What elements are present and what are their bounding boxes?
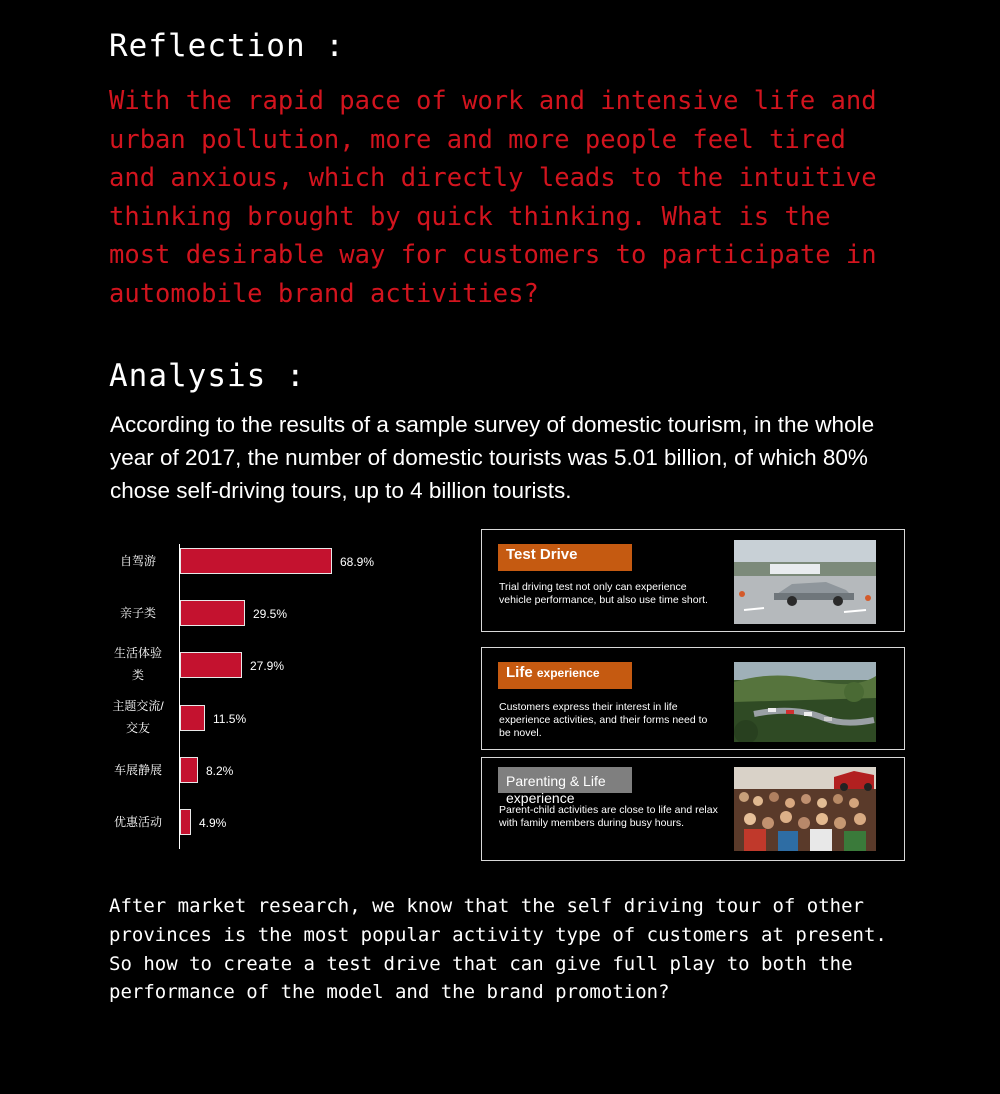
chart-bar xyxy=(180,809,191,835)
closing-text: After market research, we know that the self driving tour of other provinces is the most popular activity type of customers at present. So how to create a test drive that can give full play to both the performance of the model and the brand promotion? xyxy=(109,895,887,1004)
chart-value-label: 4.9% xyxy=(199,816,227,830)
card-label-sub: experience xyxy=(536,666,600,680)
card-description: Parent-child activities are close to life and relax with family members during busy hours. xyxy=(499,804,718,829)
chart-category-label: 优惠活动 xyxy=(113,815,162,829)
chart-bar xyxy=(180,548,332,574)
car-test-drive-photo xyxy=(734,540,876,624)
mountain-road-photo xyxy=(734,662,876,742)
chart-category-label: 主题交流/ 交友 xyxy=(112,699,164,735)
chart-bar xyxy=(180,652,242,678)
chart-value-label: 68.9% xyxy=(340,555,375,569)
chart-value-label: 8.2% xyxy=(206,764,234,778)
chart-value-label: 11.5% xyxy=(213,712,247,726)
chart-bar xyxy=(180,705,205,731)
card-label: Parenting & Life experience xyxy=(498,767,632,793)
chart-category-label: 自驾游 xyxy=(119,554,156,568)
chart-bar xyxy=(180,757,198,783)
chart-value-label: 29.5% xyxy=(253,607,288,621)
chart-category-label: 亲子类 xyxy=(119,606,156,620)
card-label-main: Life xyxy=(506,664,533,681)
parenting-life-card xyxy=(481,757,905,861)
card-description: Trial driving test not only can experience vehicle performance, but also use time short. xyxy=(499,581,708,606)
reflection-text: With the rapid pace of work and intensive life and urban pollution, more and more people feel tired and anxious, which directly leads to the intuitive thinking brought by quick thinking. What is the most desirable way for customers to participate in automobile brand activities? xyxy=(109,86,877,309)
crowd-event-photo xyxy=(734,767,876,851)
chart-axis xyxy=(179,544,180,849)
analysis-text: According to the results of a sample survey of domestic tourism, in the whole year of 2017, the number of domestic tourists was 5.01 billion, of which 80% chose self-driving tours, up to 4 billion tourists. xyxy=(110,412,875,503)
analysis-heading: Analysis : xyxy=(109,358,306,394)
activity-preference-chart xyxy=(100,530,440,860)
chart-value-label: 27.9% xyxy=(250,659,285,673)
chart-category-label: 车展静展 xyxy=(113,763,162,777)
test-drive-card xyxy=(481,529,905,632)
card-description: Customers express their interest in life experience activities, and their forms need to be novel. xyxy=(499,701,708,739)
card-label xyxy=(498,662,632,689)
life-experience-card xyxy=(481,647,905,750)
reflection-heading: Reflection : xyxy=(109,28,345,64)
chart-category-label: 生活体验 类 xyxy=(113,646,162,682)
card-label: Test Drive xyxy=(498,544,632,571)
chart-bar xyxy=(180,600,245,626)
